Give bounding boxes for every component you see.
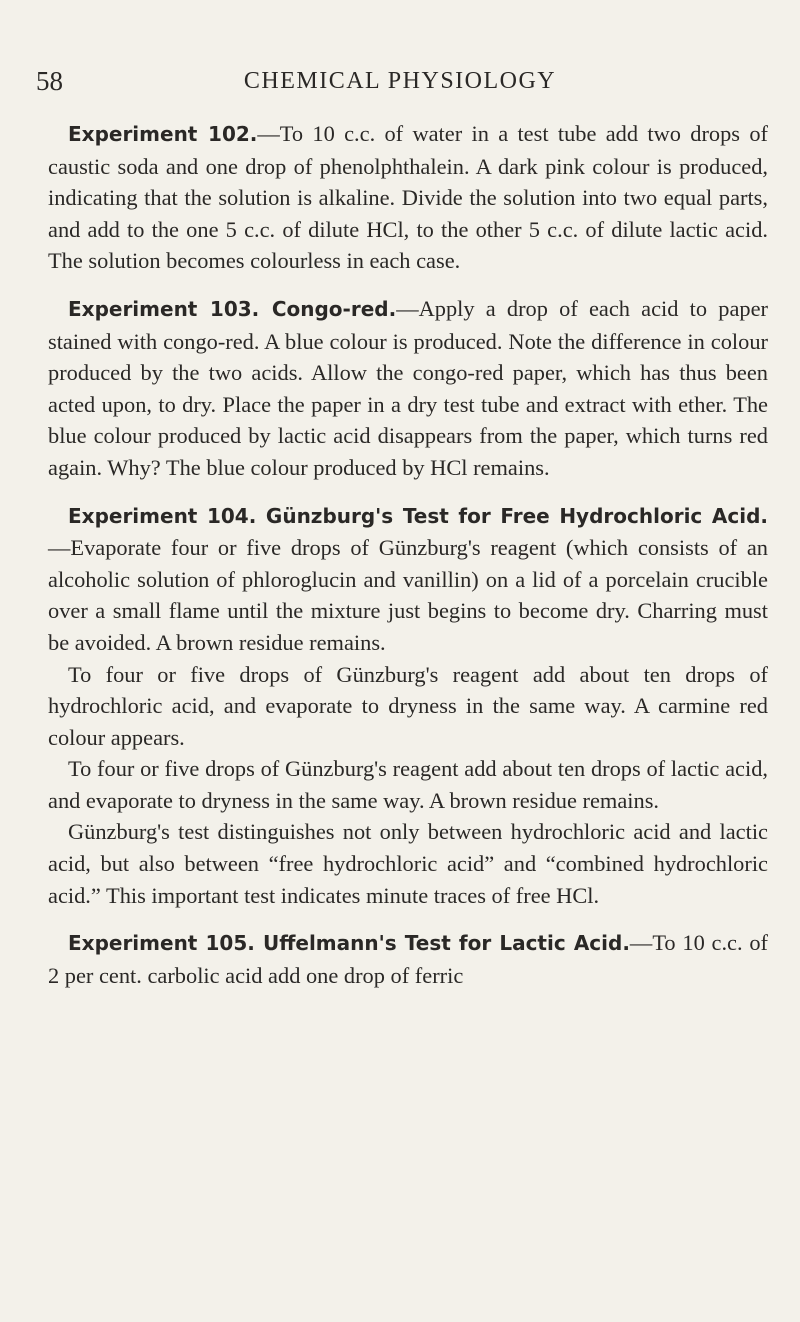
experiment-102-heading: Experiment 102. (68, 122, 258, 146)
experiment-105-text: —To 10 c.c. of 2 per cent. carbolic acid add one drop of ferric (48, 930, 768, 988)
running-title: CHEMICAL PHYSIOLOGY (243, 68, 557, 94)
experiment-103-text: —Apply a drop of each acid to paper stained with congo-red. A blue colour is produced. Note the difference in colour produced by the two acids. Allow the congo-red paper, which has thus been acted upon, to dry. Place the paper in a dry test tube and extract with ether. The blue colour produced by lactic acid disappears from the paper, which turns red again. Why? The blue colour produced by HCl remains. (48, 295, 768, 480)
experiment-103-paragraph (48, 293, 768, 484)
experiment-103-heading: Experiment 103. Congo-red. (68, 296, 397, 321)
lactic-acid-paragraph: To four or five drops of Günzburg's reagent add about ten drops of lactic acid, and evaporate to dryness in the same way. A brown residue remains. (48, 756, 768, 813)
page-header (36, 66, 764, 106)
experiment-102-text: —To 10 c.c. of water in a test tube add two drops of caustic soda and one drop of phenolphthalein. A dark pink colour is produced, indicating that the solution is alkaline. Divide the solution into two equal parts, and add to the one 5 c.c. of dilute HCl, to the other 5 c.c. of dilute lactic acid. The solution becomes colourless in each case. (48, 121, 768, 274)
experiment-105-heading: Experiment 105. Uffelmann's Test for Lactic Acid. (68, 931, 630, 956)
page-number: 58 (36, 66, 63, 96)
experiment-104-paragraph (48, 500, 768, 659)
gunzburg-summary-paragraph: Günzburg's test distinguishes not only between hydrochloric acid and lactic acid, but also between “free hydrochloric acid” and “combined hydrochloric acid.” This important test indicates minute traces of free HCl. (48, 819, 768, 908)
experiment-104-heading: Experiment 104. Günzburg's Test for Free Hydrochloric Acid. (68, 503, 768, 528)
hydrochloric-acid-paragraph: To four or five drops of Günzburg's reagent add about ten drops of hydrochloric acid, and evaporate to dryness in the same way. A carmine red colour appears. (48, 661, 768, 750)
experiment-104-text: —Evaporate four or five drops of Günzburg's reagent (which consists of an alcoholic solution of phloroglucin and vanillin) on a lid of a porcelain crucible over a small flame until the mixture just begins to become dry. Charring must be avoided. A brown residue remains. (48, 535, 768, 655)
experiment-102-paragraph (48, 118, 768, 277)
page-body (48, 118, 768, 991)
experiment-105-paragraph (48, 927, 768, 991)
